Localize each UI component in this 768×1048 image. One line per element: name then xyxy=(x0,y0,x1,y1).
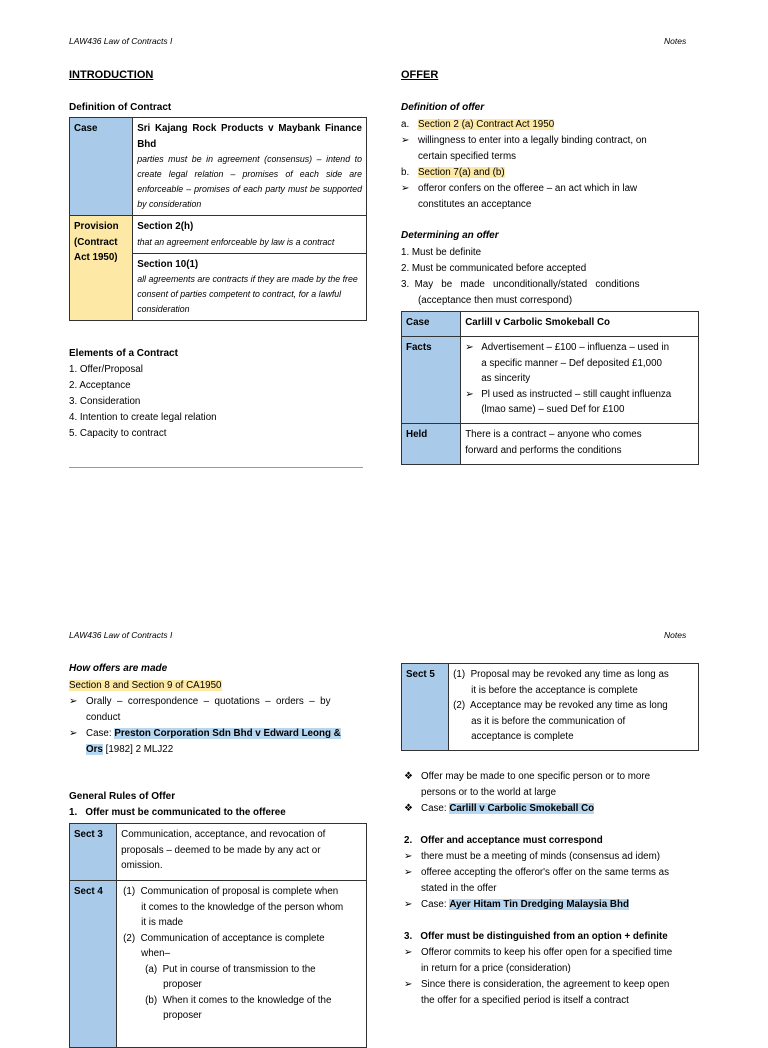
star-1a: Offer may be made to one specific person or to more xyxy=(421,771,651,782)
sect3-text-cell xyxy=(117,824,367,881)
elements-list-item: 5. Capacity to contract xyxy=(69,428,167,439)
rule-2-heading: 2. Offer and acceptance must correspond xyxy=(404,835,603,846)
facts-bullet-text xyxy=(481,340,669,387)
elements-list-item: 2. Acceptance xyxy=(69,380,131,391)
sect4-label-cell: Sect 4 xyxy=(70,881,117,1048)
def-offer-b: Section 7(a) and (b) xyxy=(418,167,505,178)
sect4-2b: when– xyxy=(141,948,171,959)
rule3-b2a: Since there is consideration, the agreement to keep open xyxy=(421,979,670,990)
def-offer-a-bullet-2: certain specified terms xyxy=(418,151,517,162)
rule2-b2a: offeree accepting the offeror's offer on the same terms as xyxy=(421,867,670,878)
star-2-line xyxy=(421,801,594,817)
sect5-2a: (2) Acceptance may be revoked any time as long xyxy=(453,700,668,711)
sect3-a: Communication, acceptance, and revocation of xyxy=(121,829,326,840)
sect3-label-cell: Sect 3 xyxy=(70,824,117,881)
diamond-bullet-icon: ❖ xyxy=(404,803,413,814)
facts-bullet xyxy=(465,387,694,418)
sect5-1a: (1) Proposal may be revoked any time as long as xyxy=(453,669,669,680)
how-section: Section 8 and Section 9 of CA1950 xyxy=(69,680,222,691)
page-2 xyxy=(0,612,768,1024)
how-bullet-1a: Orally – correspondence – quotations – orders – by xyxy=(86,696,331,707)
rule2-case: Ayer Hitam Tin Dredging Malaysia Bhd xyxy=(449,899,629,910)
facts-bullet xyxy=(465,340,694,387)
elements-heading: Elements of a Contract xyxy=(69,348,178,359)
arrow-bullet-icon: ➢ xyxy=(404,867,413,878)
section-10-cell xyxy=(133,253,367,321)
how-case-cite: [1982] 2 MLJ22 xyxy=(102,744,174,755)
how-bullet-1b: conduct xyxy=(86,712,121,723)
how-case-prefix: Case: xyxy=(86,728,115,739)
held-cell xyxy=(461,424,699,465)
sect5-text-cell xyxy=(449,664,699,751)
determining-item-3-cont: (acceptance then must correspond) xyxy=(418,295,573,306)
section-5-table xyxy=(401,663,699,751)
page-header-left: LAW436 Law of Contracts I xyxy=(69,36,173,46)
held-a: There is a contract – anyone who comes xyxy=(465,429,642,440)
sect5-1b: it is before the acceptance is complete xyxy=(471,684,638,696)
determining-item-3: 3. May be made unconditionally/stated conditions xyxy=(401,279,640,290)
rule2-b1: there must be a meeting of minds (consensus ad idem) xyxy=(421,851,661,862)
def-offer-b-bullet-1: offeror confers on the offeree – an act which in law xyxy=(418,183,638,194)
rule2-case-line xyxy=(421,897,629,913)
arrow-bullet-icon: ➢ xyxy=(69,728,78,739)
case-label-cell: Case xyxy=(402,312,461,337)
general-rules-heading: General Rules of Offer xyxy=(69,791,176,802)
facts-1a: Advertisement – £100 – influenza – used in xyxy=(481,342,670,353)
sect4-1c: it is made xyxy=(141,917,184,928)
divider xyxy=(69,467,363,468)
how-section-line xyxy=(69,678,222,694)
sections-3-4-table xyxy=(69,823,367,1048)
sect5-2b: as it is before the communication of xyxy=(471,715,626,727)
sect4-a2: proposer xyxy=(163,979,202,990)
case-name: Sri Kajang Rock Products v Maybank Finance Bhd xyxy=(137,123,362,150)
page-header-right: Notes xyxy=(664,630,687,640)
arrow-bullet-icon: ➢ xyxy=(404,947,413,958)
sect4-b1: (b) When it comes to the knowledge of the xyxy=(145,994,332,1006)
sect4-b2: proposer xyxy=(163,1010,202,1021)
arrow-bullet-icon: ➢ xyxy=(69,696,78,707)
how-case-name-a: Preston Corporation Sdn Bhd v Edward Leong & xyxy=(114,728,341,739)
held-b: forward and performs the conditions xyxy=(465,444,622,456)
section-2h-cell xyxy=(133,216,367,254)
sect5-2c: acceptance is complete xyxy=(471,731,574,742)
determining-offer-heading: Determining an offer xyxy=(401,230,499,241)
definition-of-contract-heading: Definition of Contract xyxy=(69,102,172,113)
def-offer-a-bullet-1: willingness to enter into a legally binding contract, on xyxy=(418,135,647,146)
rule3-b2b: the offer for a specified period is itself a contract xyxy=(421,995,629,1006)
rule3-b1b: in return for a price (consideration) xyxy=(421,963,571,974)
arrow-bullet-icon: ➢ xyxy=(404,979,413,990)
how-case-line xyxy=(86,726,341,742)
section-2h-title: Section 2(h) xyxy=(137,221,194,232)
offer-heading: OFFER xyxy=(401,69,439,81)
def-offer-a: Section 2 (a) Contract Act 1950 xyxy=(418,119,555,130)
elements-list-item: 1. Offer/Proposal xyxy=(69,364,143,375)
case-label-cell: Case xyxy=(70,118,133,216)
def-offer-b-line xyxy=(418,165,505,181)
sect4-2a: (2) Communication of acceptance is complete xyxy=(123,932,325,944)
sect4-1b: it comes to the knowledge of the person whom xyxy=(141,901,344,913)
facts-2b: (lmao same) – sued Def for £100 xyxy=(481,404,625,415)
star-2-case: Carlill v Carbolic Smokeball Co xyxy=(449,803,595,814)
sect3-b: proposals – deemed to be made by any act or xyxy=(121,844,321,856)
how-offers-made-heading: How offers are made xyxy=(69,663,168,674)
facts-cell xyxy=(461,337,699,424)
rule-3-heading: 3. Offer must be distinguished from an option + definite xyxy=(404,931,668,942)
facts-bullet-text xyxy=(481,387,671,418)
section-10-text: all agreements are contracts if they are made by the free consent of parties competent to contract, for a lawful consideration xyxy=(137,274,358,314)
how-case-name-b: Ors xyxy=(86,744,103,755)
page-header-right: Notes xyxy=(664,36,687,46)
diamond-bullet-icon: ❖ xyxy=(404,771,413,782)
rule2-b2b: stated in the offer xyxy=(421,883,497,894)
arrow-bullet-icon: ➢ xyxy=(404,899,413,910)
star-1b: persons or to the world at large xyxy=(421,787,557,798)
rule3-b1a: Offeror commits to keep his offer open for a specified time xyxy=(421,947,673,958)
facts-1b: a specific manner – Def deposited £1,000 xyxy=(481,357,662,369)
facts-1c: as sincerity xyxy=(481,373,531,384)
determining-item: 2. Must be communicated before accepted xyxy=(401,263,587,274)
section-2h-text: that an agreement enforceable by law is a contract xyxy=(137,236,335,247)
def-offer-a-marker: a. xyxy=(401,119,410,130)
page-header-left: LAW436 Law of Contracts I xyxy=(69,630,173,640)
how-case-line-2 xyxy=(86,742,173,758)
carlill-table xyxy=(401,311,699,465)
facts-label-cell: Facts xyxy=(402,337,461,424)
definition-table xyxy=(69,117,367,321)
determining-item: 1. Must be definite xyxy=(401,247,482,258)
held-label-cell: Held xyxy=(402,424,461,465)
case-note: parties must be in agreement (consensus) – intend to create legal relation – promises of each side are enforceable – promises of each party must be supported by consideration xyxy=(137,154,362,209)
definition-of-offer-heading: Definition of offer xyxy=(401,102,485,113)
sect4-a1: (a) Put in course of transmission to the xyxy=(145,963,316,975)
section-10-title: Section 10(1) xyxy=(137,258,199,270)
def-offer-a-line xyxy=(418,117,554,133)
arrow-bullet-icon: ➢ xyxy=(404,851,413,862)
elements-list-item: 4. Intention to create legal relation xyxy=(69,412,217,423)
sect3-c: omission. xyxy=(121,860,163,871)
arrow-bullet-icon: ➢ xyxy=(465,342,474,353)
elements-list-item: 3. Consideration xyxy=(69,396,141,407)
provision-label-cell: Provision (Contract Act 1950) xyxy=(70,216,133,321)
facts-2a: Pl used as instructed – still caught influenza xyxy=(481,388,672,400)
case-name-cell: Carlill v Carbolic Smokeball Co xyxy=(461,312,699,337)
sect5-label-cell: Sect 5 xyxy=(402,664,449,751)
sect4-1a: (1) Communication of proposal is complete when xyxy=(123,886,339,897)
arrow-bullet-icon: ➢ xyxy=(465,388,474,400)
sect4-text-cell xyxy=(117,881,367,1048)
rule2-case-prefix: Case: xyxy=(421,899,450,910)
def-offer-b-marker: b. xyxy=(401,167,410,178)
arrow-bullet-icon: ➢ xyxy=(401,183,410,194)
case-content-cell xyxy=(133,118,367,216)
rule-1-heading: 1. Offer must be communicated to the offeree xyxy=(69,807,286,818)
arrow-bullet-icon: ➢ xyxy=(401,135,410,146)
introduction-heading: INTRODUCTION xyxy=(69,69,154,81)
star-2-prefix: Case: xyxy=(421,803,450,814)
def-offer-b-bullet-2: constitutes an acceptance xyxy=(418,199,532,210)
page-gap xyxy=(0,596,768,612)
